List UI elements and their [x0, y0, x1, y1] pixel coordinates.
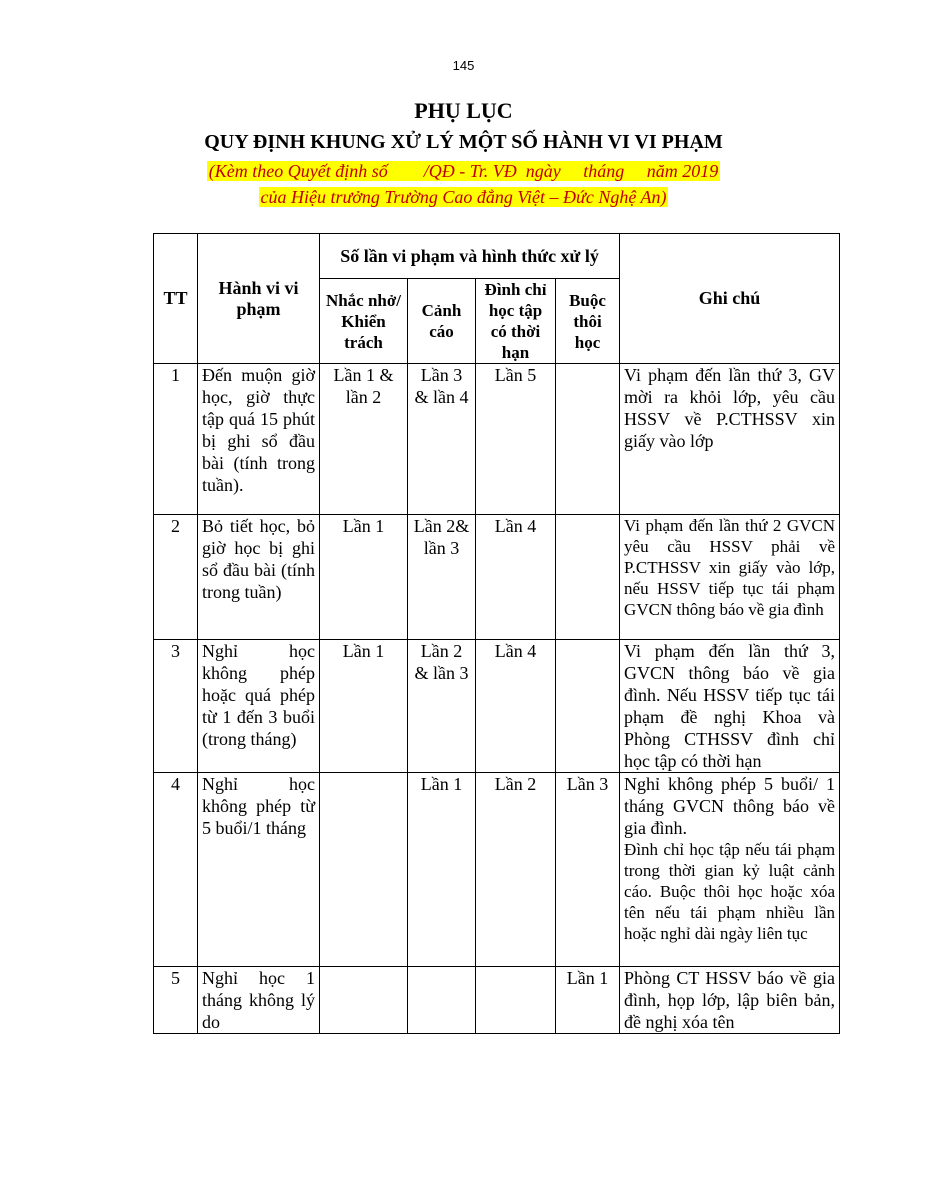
cell-remind: Lần 1 — [320, 515, 408, 640]
violation-table — [153, 233, 840, 1034]
cell-suspend: Lần 4 — [476, 515, 556, 640]
table-row — [154, 967, 840, 1034]
cell-remind: Lần 1 — [320, 640, 408, 773]
note-paragraph-2: Đình chỉ học tập nếu tái phạm trong thời gian kỷ luật cảnh cáo. Buộc thôi học hoặc xóa tên nếu tái phạm nhiều lần hoặc nghỉ dài ngày liên tục — [624, 840, 836, 943]
cell-tt: 3 — [154, 640, 198, 773]
cell-note: Vi phạm đến lần thứ 3, GV mời ra khỏi lớp, yêu cầu HSSV về P.CTHSSV xin giấy vào lớp — [620, 364, 840, 515]
cell-suspend — [476, 967, 556, 1034]
header-suspend: Đình chỉ học tập có thời hạn — [476, 279, 556, 364]
cell-behavior: Bỏ tiết học, bỏ giờ học bị ghi sổ đầu bài (tính trong tuần) — [198, 515, 320, 640]
table-row — [154, 364, 840, 515]
cell-note: Phòng CT HSSV báo về gia đình, họp lớp, lập biên bản, đề nghị xóa tên — [620, 967, 840, 1034]
header-row-1 — [154, 234, 840, 279]
cell-note: Vi phạm đến lần thứ 2 GVCN yêu cầu HSSV phải về P.CTHSSV xin giấy vào lớp, nếu HSSV tiếp tục tái phạm GVCN thông báo về gia đình — [620, 515, 840, 640]
cell-note — [620, 773, 840, 967]
cell-tt: 5 — [154, 967, 198, 1034]
decision-reference-line-2: của Hiệu trưởng Trường Cao đẳng Việt – Đức Nghệ An) — [260, 187, 667, 207]
cell-behavior: Đến muộn giờ học, giờ thực tập quá 15 phút bị ghi sổ đầu bài (tính trong tuần). — [198, 364, 320, 515]
cell-warning: Lần 2& lần 3 — [408, 515, 476, 640]
document-subtitle: QUY ĐỊNH KHUNG XỬ LÝ MỘT SỐ HÀNH VI VI PHẠM — [204, 131, 723, 153]
cell-behavior: Nghỉ học không phép hoặc quá phép từ 1 đến 3 buổi (trong tháng) — [198, 640, 320, 773]
header-behavior: Hành vi vi phạm — [198, 234, 320, 364]
header-remind: Nhắc nhở/ Khiển trách — [320, 279, 408, 364]
cell-expel — [556, 640, 620, 773]
header-expel: Buộc thôi học — [556, 279, 620, 364]
cell-suspend: Lần 4 — [476, 640, 556, 773]
cell-expel: Lần 1 — [556, 967, 620, 1034]
cell-note: Vi phạm đến lần thứ 3, GVCN thông báo về gia đình. Nếu HSSV tiếp tục tái phạm đề nghị Khoa và Phòng CTHSSV đình chỉ học tập có thời hạn — [620, 640, 840, 773]
cell-remind — [320, 967, 408, 1034]
page-number: 145 — [452, 58, 475, 73]
cell-tt: 2 — [154, 515, 198, 640]
cell-warning: Lần 3 & lần 4 — [408, 364, 476, 515]
table-row — [154, 515, 840, 640]
cell-warning: Lần 2 & lần 3 — [408, 640, 476, 773]
cell-behavior: Nghỉ học không phép từ 5 buổi/1 tháng — [198, 773, 320, 967]
header-tt: TT — [154, 234, 198, 364]
cell-suspend: Lần 2 — [476, 773, 556, 967]
cell-warning: Lần 1 — [408, 773, 476, 967]
cell-expel: Lần 3 — [556, 773, 620, 967]
cell-behavior: Nghỉ học 1 tháng không lý do — [198, 967, 320, 1034]
cell-tt: 1 — [154, 364, 198, 515]
cell-expel — [556, 364, 620, 515]
header-warning: Cảnh cáo — [408, 279, 476, 364]
decision-reference-line-1: (Kèm theo Quyết định số /QĐ - Tr. VĐ ngày tháng năm 2019 — [208, 161, 719, 181]
cell-suspend: Lần 5 — [476, 364, 556, 515]
cell-tt: 4 — [154, 773, 198, 967]
cell-remind — [320, 773, 408, 967]
table-row — [154, 640, 840, 773]
cell-remind: Lần 1 & lần 2 — [320, 364, 408, 515]
cell-expel — [556, 515, 620, 640]
note-paragraph-1: Nghỉ không phép 5 buổi/ 1 tháng GVCN thông báo về gia đình. — [624, 774, 836, 838]
table-row — [154, 773, 840, 967]
header-penalty-group: Số lần vi phạm và hình thức xử lý — [320, 234, 620, 279]
cell-warning — [408, 967, 476, 1034]
document-title: PHỤ LỤC — [414, 98, 513, 123]
header-note: Ghi chú — [620, 234, 840, 364]
